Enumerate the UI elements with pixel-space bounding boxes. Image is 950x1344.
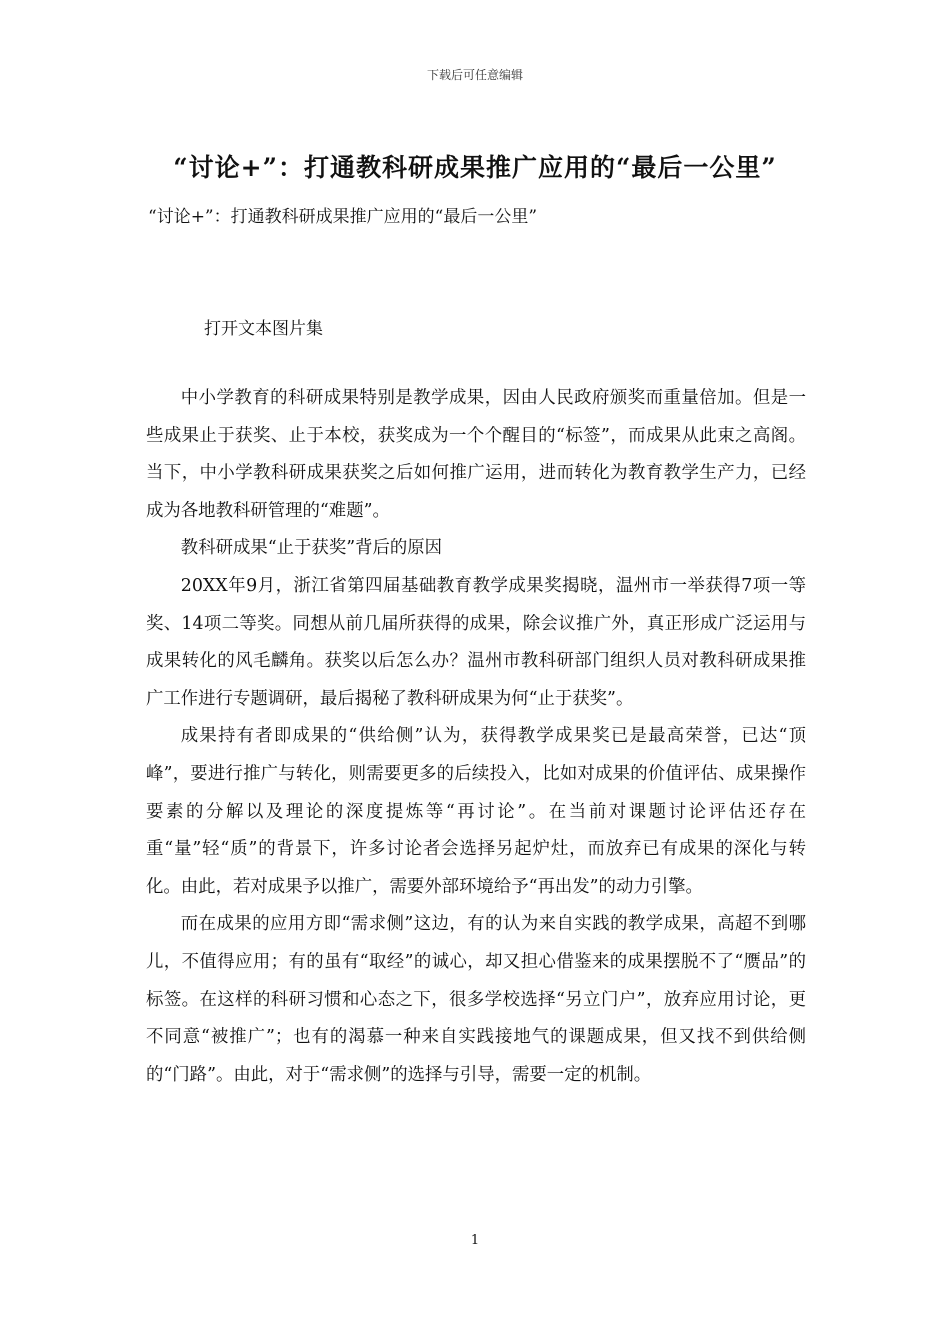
document-subtitle: “讨论+”：打通教科研成果推广应用的“最后一公里”	[148, 207, 538, 227]
document-title: “讨论+”：打通教科研成果推广应用的“最后一公里”	[173, 153, 777, 182]
paragraph-intro: 中小学教育的科研成果特别是教学成果，因由人民政府颁奖而重量倍加。但是一些成果止于获奖、止于本校，获奖成为一个个醒目的“标签”，而成果从此束之高阁。当下，中小学教科研成果获奖之后如何推广运用，进而转化为教育教学生产力，已经成为各地教科研管理的“难题”。	[146, 388, 806, 521]
paragraph-background: 20XX年9月，浙江省第四届基础教育教学成果奖揭晓，温州市一举获得7项一等奖、14项二等奖。同想从前几届所获得的成果，除会议推广外，真正形成广泛运用与成果转化的风毛麟角。获奖以后怎么办？温州市教科研部门组织人员对教科研成果推广工作进行专题调研，最后揭秘了教科研成果为何“止于获奖”。	[146, 575, 806, 709]
paragraph-demand-side: 而在成果的应用方即“需求侧”这边，有的认为来自实践的教学成果，高超不到哪儿，不值得应用；有的虽有“取经”的诚心，却又担心借鉴来的成果摆脱不了“赝品”的标签。在这样的科研习惯和心态之下，很多学校选择“另立门户”，放弃应用讨论，更不同意“被推广”；也有的渴慕一种来自实践接地气的课题成果，但又找不到供给侧的“门路”。由此，对于“需求侧”的选择与引导，需要一定的机制。	[146, 914, 806, 1085]
article-body	[146, 380, 806, 1094]
header-note: 下载后可任意编辑	[426, 68, 523, 82]
page-number: 1	[470, 1233, 480, 1248]
paragraph-supply-side: 成果持有者即成果的“供给侧”认为，获得教学成果奖已是最高荣誉，已达“顶峰”，要进行推广与转化，则需要更多的后续投入，比如对成果的价值评估、成果操作要素的分解以及理论的深度提炼等“再讨论”。在当前对课题讨论评估还存在重“量”轻“质”的背景下，许多讨论者会选择另起炉灶，而放弃已有成果的深化与转化。由此，若对成果予以推广，需要外部环境给予“再出发”的动力引擎。	[146, 726, 806, 897]
section-heading: 教科研成果“止于获奖”背后的原因	[180, 538, 443, 559]
open-image-gallery-link[interactable]: 打开文本图片集	[204, 319, 323, 339]
